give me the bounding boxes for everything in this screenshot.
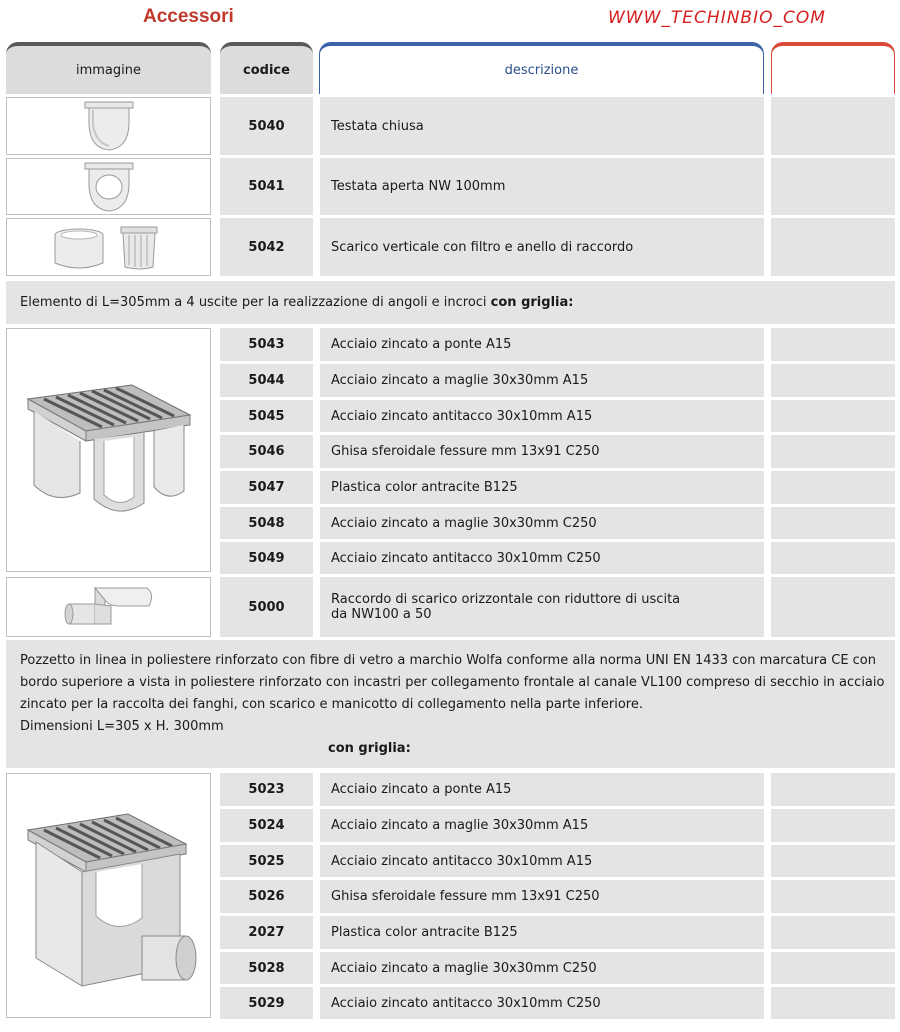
description-cell: Ghisa sferoidale fessure mm 13x91 C250 — [320, 880, 764, 913]
section-line: Pozzetto in linea in poliestere rinforzato con fibre di vetro a marchio Wolfa conforme alla norma UNI EN 1433 con marcatura CE con — [20, 653, 877, 668]
extra-cell — [771, 773, 895, 806]
extra-cell — [771, 542, 895, 574]
code-cell: 5028 — [220, 952, 313, 984]
product-image-vertical-drain — [6, 218, 211, 276]
end-cap-open-icon — [79, 161, 139, 213]
description-cell: Acciaio zincato a maglie 30x30mm C250 — [320, 507, 764, 539]
description-cell: Acciaio zincato a ponte A15 — [320, 328, 764, 361]
section-inline-sump — [6, 640, 895, 768]
extra-cell — [771, 328, 895, 361]
code-cell: 5040 — [220, 97, 313, 155]
extra-cell — [771, 845, 895, 877]
end-cap-closed-icon — [79, 100, 139, 152]
description-cell: Acciaio zincato a maglie 30x30mm A15 — [320, 364, 764, 397]
description-cell: Acciaio zincato antitacco 30x10mm A15 — [320, 400, 764, 432]
extra-cell — [771, 952, 895, 984]
extra-cell — [771, 916, 895, 949]
description-line: da NW100 a 50 — [331, 607, 432, 622]
code-cell: 5000 — [220, 577, 313, 637]
description-cell: Acciaio zincato a maglie 30x30mm A15 — [320, 809, 764, 842]
description-cell: Testata aperta NW 100mm — [320, 158, 764, 215]
extra-cell — [771, 97, 895, 155]
header-image: immagine — [6, 42, 211, 94]
section-bold: con griglia: — [328, 741, 411, 756]
extra-cell — [771, 158, 895, 215]
site-watermark: WWW_TECHINBIO_COM — [608, 8, 826, 28]
code-cell: 5026 — [220, 880, 313, 913]
code-cell: 5044 — [220, 364, 313, 397]
extra-cell — [771, 577, 895, 637]
extra-cell — [771, 987, 895, 1019]
description-cell: Ghisa sferoidale fessure mm 13x91 C250 — [320, 435, 764, 468]
code-cell: 5043 — [220, 328, 313, 361]
section-line: zincato per la raccolta dei fanghi, con scarico e manicotto di collegamento nella parte inferiore. — [20, 697, 643, 712]
product-image-end-cap-open — [6, 158, 211, 215]
code-cell: 5048 — [220, 507, 313, 539]
extra-cell — [771, 435, 895, 468]
code-cell: 5045 — [220, 400, 313, 432]
description-cell: Scarico verticale con filtro e anello di raccordo — [320, 218, 764, 276]
description-cell — [320, 577, 764, 637]
description-cell: Acciaio zincato antitacco 30x10mm A15 — [320, 845, 764, 877]
code-cell: 5046 — [220, 435, 313, 468]
product-image-corner-element — [6, 328, 211, 572]
description-cell: Acciaio zincato antitacco 30x10mm C250 — [320, 987, 764, 1019]
vertical-drain-filter-icon — [49, 221, 169, 273]
section-line: Dimensioni L=305 x H. 300mm — [20, 719, 224, 734]
extra-cell — [771, 364, 895, 397]
extra-cell — [771, 471, 895, 504]
description-cell: Plastica color antracite B125 — [320, 471, 764, 504]
code-cell: 2027 — [220, 916, 313, 949]
extra-cell — [771, 218, 895, 276]
extra-cell — [771, 809, 895, 842]
section-text: Elemento di L=305mm a 4 uscite per la realizzazione di angoli e incroci — [20, 294, 491, 310]
sump-with-grating-icon — [14, 786, 204, 1006]
description-cell: Testata chiusa — [320, 97, 764, 155]
header-description: descrizione — [319, 42, 764, 94]
code-cell: 5047 — [220, 471, 313, 504]
product-image-horizontal-fitting — [6, 577, 211, 637]
description-cell: Acciaio zincato antitacco 30x10mm C250 — [320, 542, 764, 574]
code-cell: 5041 — [220, 158, 313, 215]
description-cell: Acciaio zincato a ponte A15 — [320, 773, 764, 806]
code-cell: 5042 — [220, 218, 313, 276]
section-corner-element — [6, 281, 895, 324]
product-image-end-cap-closed — [6, 97, 211, 155]
code-cell: 5029 — [220, 987, 313, 1019]
code-cell: 5049 — [220, 542, 313, 574]
extra-cell — [771, 880, 895, 913]
product-image-inline-sump — [6, 773, 211, 1018]
section-line: bordo superiore a vista in poliestere rinforzato con incastri per collegamento frontale al canale VL100 compreso di secchio in acciaio — [20, 675, 885, 690]
header-code: codice — [220, 42, 313, 94]
page-title: Accessori — [143, 6, 234, 27]
code-cell: 5024 — [220, 809, 313, 842]
description-cell: Plastica color antracite B125 — [320, 916, 764, 949]
code-cell: 5023 — [220, 773, 313, 806]
horizontal-fitting-icon — [59, 584, 159, 630]
extra-cell — [771, 400, 895, 432]
description-cell: Acciaio zincato a maglie 30x30mm C250 — [320, 952, 764, 984]
extra-cell — [771, 507, 895, 539]
channel-with-grating-icon — [14, 375, 204, 525]
description-line: Raccordo di scarico orizzontale con riduttore di uscita — [331, 592, 681, 607]
header-extra — [771, 42, 895, 94]
section-bold: con griglia: — [490, 294, 574, 310]
code-cell: 5025 — [220, 845, 313, 877]
